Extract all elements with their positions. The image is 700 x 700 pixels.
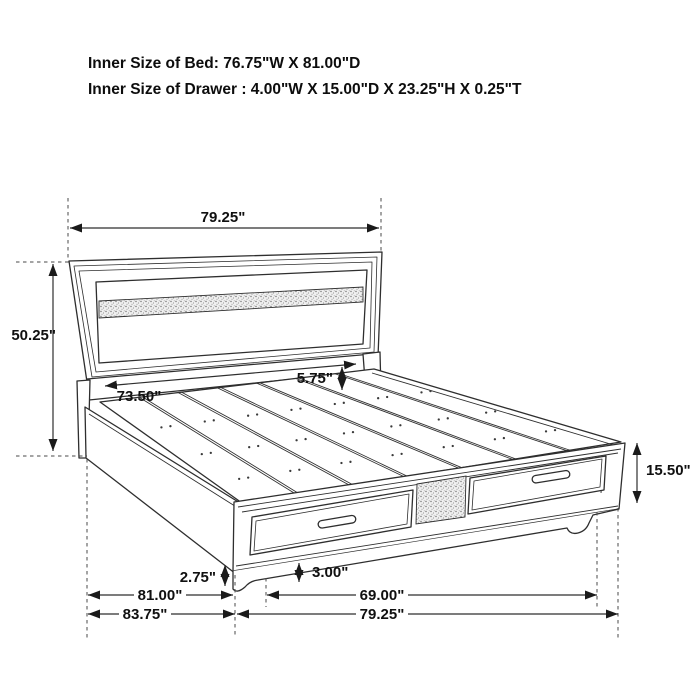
headboard-height-label: 50.25" <box>11 327 56 344</box>
dim-drawer-front-span <box>267 587 597 604</box>
foot-height-label: 3.00" <box>312 564 349 581</box>
dim-inner-depth <box>88 587 233 604</box>
dim-overall-depth <box>88 606 235 623</box>
overall-depth-label: 83.75" <box>122 606 168 623</box>
dim-headboard-height <box>11 264 56 451</box>
inner-size-drawer-text: Inner Size of Drawer : 4.00"W X 15.00"D X 23.25"H X 0.25"T <box>88 81 522 98</box>
drawer-front-span-label: 69.00" <box>359 587 405 604</box>
footboard-sparkle-panel <box>416 476 466 524</box>
headboard-inner-width-label: 73.50" <box>116 388 162 405</box>
dim-side-clearance <box>180 565 225 586</box>
dim-footboard-height <box>637 443 691 503</box>
footboard-height-label: 15.50" <box>646 462 691 479</box>
headboard-rail-height-label: 5.75" <box>296 370 333 387</box>
inner-size-bed-text: Inner Size of Bed: 76.75"W X 81.00"D <box>88 55 361 72</box>
side-clearance-label: 2.75" <box>179 569 216 586</box>
headboard-width-label: 79.25" <box>200 209 246 226</box>
dim-headboard-width <box>70 209 379 228</box>
dim-footboard-width <box>237 606 618 623</box>
inner-depth-label: 81.00" <box>137 587 183 604</box>
footboard-width-label: 79.25" <box>359 606 405 623</box>
